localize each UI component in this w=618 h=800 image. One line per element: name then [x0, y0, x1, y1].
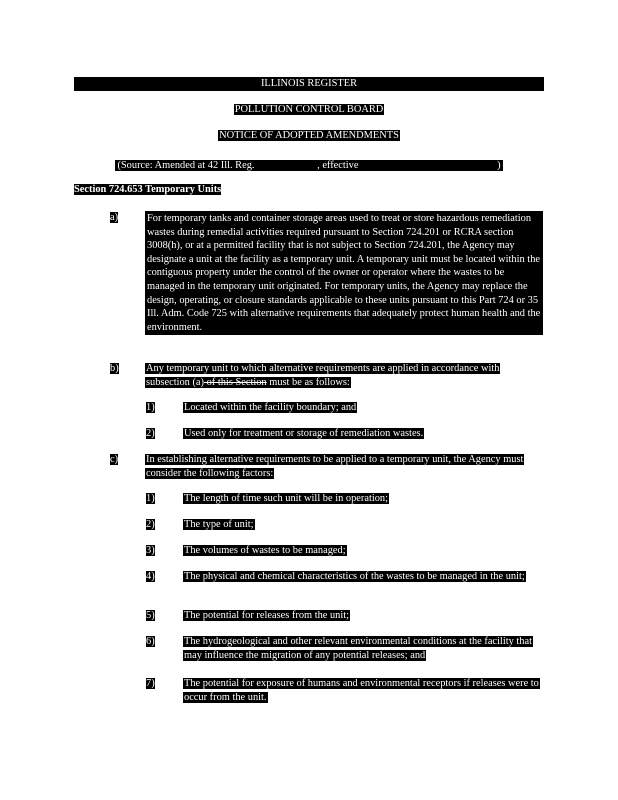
para-c	[145, 453, 537, 480]
para-c-text: In establishing alternative requirements to be applied to a temporary unit, the Agency must consider the following factors:	[146, 454, 524, 479]
para-c-item: The potential for exposure of humans and environmental receptors if releases were to occur from the unit.	[184, 678, 539, 703]
para-c-item-label: 6)	[146, 636, 155, 647]
para-c-item: The hydrogeological and other relevant environmental conditions at the facility that may influence the migration of any potential releases; and	[184, 636, 532, 661]
para-c-item-label: 1)	[146, 493, 155, 504]
para-c-item: The volumes of wastes to be managed;	[184, 545, 346, 556]
source-blank-reg	[258, 157, 316, 168]
para-b	[145, 362, 537, 389]
para-c-item-label: 4)	[146, 571, 155, 582]
para-c-item-label: 3)	[146, 545, 155, 556]
board-title: POLLUTION CONTROL BOARD	[234, 104, 384, 115]
para-b-label: b)	[110, 363, 119, 374]
para-c-item: The type of unit;	[184, 519, 254, 530]
source-blank-date	[362, 157, 496, 168]
para-a-text: For temporary tanks and container storage areas used to treat or store hazardous remediation wastes during remedial activities required pursuant to Section 724.201 or RCRA section 3008(h), or at a permitted facility that is not subject to Section 724.201, the Agency may designate a unit at the facility as a temporary unit. A temporary unit must be located within the contiguous property under the control of the owner or operator where the wastes to be managed in the temporary unit originated. For temporary units, the Agency may replace the design, operating, or closure standards applicable to these units pursuant to this Part 724 or 35 Ill. Adm. Code 725 with alternative requirements that adequately protect human health and the environment.	[145, 211, 543, 335]
para-b-text: Any temporary unit to which alternative requirements are applied in accordance with subsection (a)	[146, 363, 500, 388]
para-b-item-label: 1)	[146, 402, 155, 413]
para-c-item-label: 7)	[146, 678, 155, 689]
para-a	[145, 211, 543, 335]
para-c-item-label: 5)	[146, 610, 155, 621]
register-header	[0, 77, 618, 91]
source-prefix: (Source: Amended at 42 Ill. Reg.	[117, 160, 255, 171]
source-line	[0, 157, 618, 173]
para-b-struck: of this Section	[204, 376, 267, 388]
para-c-item-label: 2)	[146, 519, 155, 530]
notice-title: NOTICE OF ADOPTED AMENDMENTS	[219, 130, 399, 141]
register-title: ILLINOIS REGISTER	[74, 77, 544, 91]
section-title: Section 724.653 Temporary Units	[74, 184, 222, 195]
para-b-item: Used only for treatment or storage of remediation wastes.	[184, 428, 424, 439]
para-c-item: The potential for releases from the unit;	[184, 610, 350, 621]
notice-header	[0, 129, 618, 143]
board-header	[0, 103, 618, 117]
source-suffix: )	[497, 160, 501, 171]
para-c-item: The physical and chemical characteristics of the wastes to be managed in the unit;	[184, 571, 525, 582]
source-middle: , effective	[317, 160, 359, 171]
para-b-item-label: 2)	[146, 428, 155, 439]
para-c-label: c)	[110, 454, 119, 465]
para-b-text-after: must be as follows:	[266, 376, 350, 388]
para-c-item: The length of time such unit will be in operation;	[184, 493, 389, 504]
para-a-label: a)	[110, 212, 119, 223]
para-b-item: Located within the facility boundary; and	[184, 402, 357, 413]
